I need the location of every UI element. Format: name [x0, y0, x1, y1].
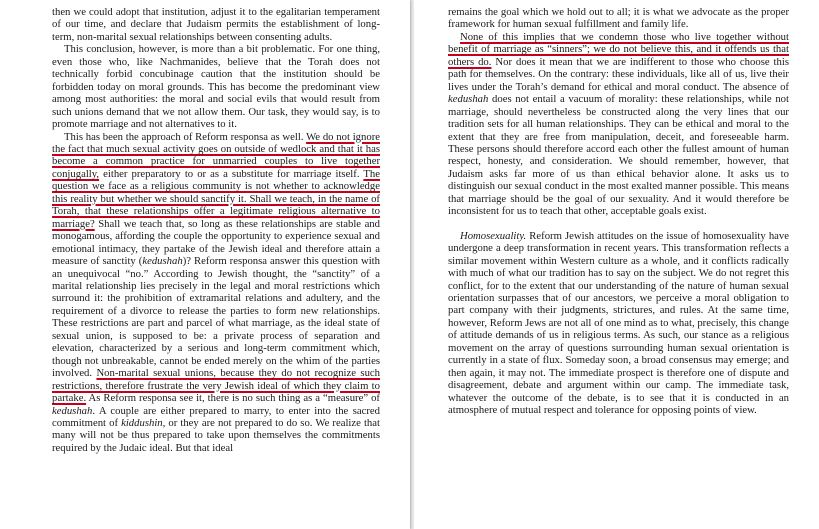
paragraph-continuation: then we could adopt that institution, adjust it to the egalitarian temperament of our time, and declare that Judaism permits the establishment of long-term, non-marital sexual relationships between consenting adults. — [52, 6, 380, 43]
text-segment: Nor does it mean that we are indifferent to those who choose this path for themselves. On the contrary: these individuals, like all of us, live their lives under the Torah’s demand for ethical and moral conduct. The absence of — [448, 55, 789, 93]
right-page — [414, 0, 819, 529]
paragraph-non-condemnation — [448, 31, 789, 218]
italic-term: kedushah — [448, 93, 489, 106]
paragraph-homosexuality — [448, 230, 789, 417]
text-segment: As Reform responsa see it, there is no such thing as a “measure” of — [86, 392, 380, 405]
paragraph-continuation: remains the goal which we hold out to all; it is what we advocate as the proper framework for human sexual fulfillment and family life. — [448, 6, 789, 31]
text-segment: . A couple are either prepared to marry, to enter into the sacred commitment of — [52, 404, 380, 429]
text-segment: either preparatory to or as a substitute for marriage itself. — [99, 167, 364, 180]
italic-term: kiddushin — [121, 416, 163, 429]
paragraph-reform-responsa — [52, 131, 380, 455]
text-segment: )? Reform responsa answer this question with an unequivocal “no.” According to Jewish thought, the “sanctity” of a marital relationship lies precisely in the legal and moral restrictions which surround it: the prohibition of extramarital relations and adultery, and the requirement of a divorce to release the parties to form new relationships. These restrictions are part and parcel of what marriage, as the ideal state of sexual union, is supposed to be: a private process of separation and elevation, characterized by a serious and long-term commitment which, though not unbreakable, cannot be ended merely on the whim of the parties involved. — [52, 255, 380, 380]
paragraph-concubinage-problem: This conclusion, however, is more than a bit problematic. For one thing, even those who, like Nachmanides, believe that the Torah does not technically forbid concubinage caution that the institution should be forbidden today on moral grounds. This has become the predominant view among most authorities: the moral and social evils that would result from such unions demand that we not allow them. Our task, they would say, is to promote marriage and not alternatives to it. — [52, 43, 380, 131]
text-segment: , or they are not prepared to do so. We realize that many will not be thus prepared to take upon themselves the commitments required by the Judaic ideal. But that ideal — [52, 416, 380, 454]
text-segment: This has been the approach of Reform responsa as well. — [64, 130, 307, 143]
text-segment: Shall we teach that, so long as these relationships are stable and monogamous, affording the couple the opportunity to experience sexual and emotional intimacy, they partake of the Jewish ideal and therefore attain a measure of sanctity ( — [52, 217, 380, 268]
highlighted-passage: Non-marital sexual unions, because they do not recognize such restrictions, therefore frustrate the very Jewish ideal of which they claim to partake. — [52, 367, 380, 405]
italic-term: kedushah — [142, 255, 183, 268]
section-heading: Homosexuality. — [460, 229, 527, 242]
italic-term: kedushah — [52, 404, 93, 417]
highlighted-passage: The question we face as a religious community is not whether to acknowledge this reality but whether we should sanctify it. Shall we teach, in the name of Torah, that these relationships offer a legitimate religious alternative to marriage? — [52, 167, 380, 230]
highlighted-passage: None of this implies that we condemn those who live together without benefit of marriage as “sinners”; we do not believe this, and it offends us that others do. — [448, 30, 789, 68]
text-segment: Reform Jewish attitudes on the issue of homosexuality have undergone a deep transformation in recent years. This transformation reflects a similar movement within Western culture as a whole, and it conflicts radically with much of what our tradition has to say on the subject. We do not regret this conflict, for to the extent that our understanding of the nature of human sexual orientation surpasses that of our ancestors, we perceive a moral obligation to part company with their judgments, strictures, and rules. At the same time, however, Reform Jews are not all of one mind as to what, precisely, this change of attitude demands of us in religious terms. As such, our stance as a religious movement on the array of questions surrounding human sexual orientation is currently in a state of flux. Someday soon, a broad consensus may emerge; and then again, it may not. The immediate prospect is therefore one of dispute and disagreement, debate and argument within our camp. The immediate task, whatever the outcome of the debate, is to see that it is conducted in an atmosphere of mutual respect and tolerance for opposing points of view. — [448, 229, 789, 417]
highlighted-passage: We do not ignore the fact that much sexual activity goes on outside of wedlock and that it has become a common practice for unmarried couples to live together conjugally, — [52, 130, 381, 180]
text-segment: does not entail a vacuum of morality: these relationships, while not marriage, should nevertheless be constructed along the very lines that our tradition sets for all human relationships. They can be ethical and moral to the extent that they are free from manipulation, deceit, and foreseeable harm. These persons should therefore accord each other the fullest amount of human respect, honesty, and consideration. We should remember, however, that Judaism asks far more of us than ethical behavior alone. It asks us to distinguish our sexual conduct in the most exalted manner possible. This means that marriage should be the goal of our sexuality. And it would therefore be inconsistent for us to teach that other, acceptable goals exist. — [448, 93, 789, 218]
